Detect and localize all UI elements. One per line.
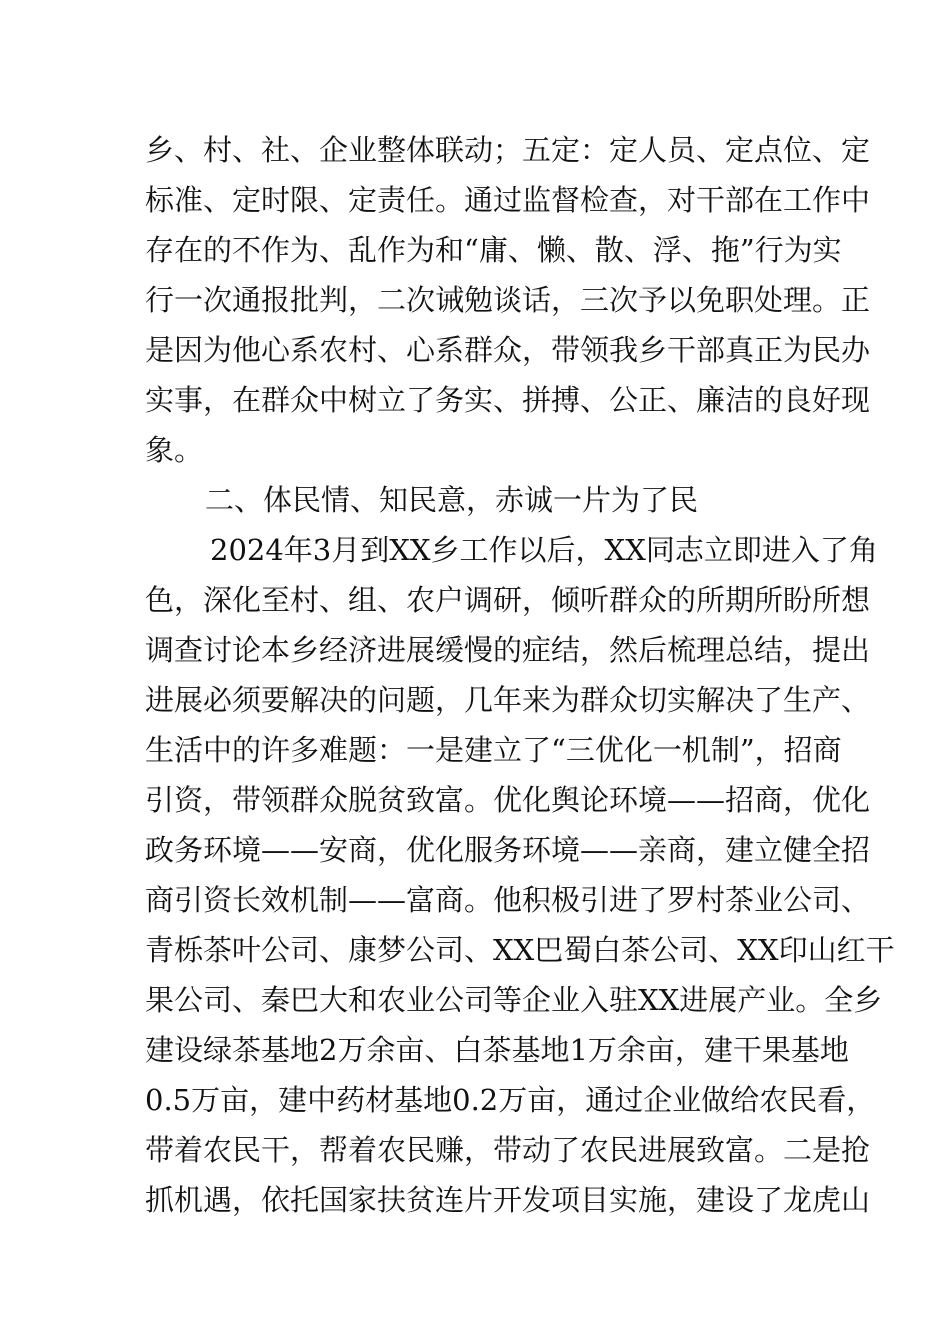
text-line: 调查讨论本乡经济进展缓慢的症结，然后梳理总结，提出 — [145, 633, 871, 667]
text-line: 乡、村、社、企业整体联动；五定：定人员、定点位、定 — [145, 133, 871, 167]
text-line: 色，深化至村、组、农户调研，倾听群众的所期所盼所想 — [145, 583, 871, 617]
paragraph-first-line: 2024年3月到XX乡工作以后，XX同志立即进入了角 — [210, 533, 878, 567]
text-line: 标准、定时限、定责任。通过监督检查，对干部在工作中 — [145, 183, 871, 217]
text-line: 进展必须要解决的问题，几年来为群众切实解决了生产、 — [145, 683, 871, 717]
text-line: 生活中的许多难题：一是建立了“三优化一机制”，招商 — [145, 733, 842, 767]
text-line: 行一次通报批判，二次诫勉谈话，三次予以免职处理。正 — [145, 283, 871, 317]
text-line: 果公司、秦巴大和农业公司等企业入驻XX进展产业。全乡 — [145, 983, 883, 1017]
text-line: 青栎茶叶公司、康梦公司、XX巴蜀白茶公司、XX印山红干 — [145, 933, 895, 967]
text-line: 0.5万亩，建中药材基地0.2万亩，通过企业做给农民看， — [145, 1083, 876, 1117]
text-line: 存在的不作为、乱作为和“庸、懒、散、浮、拖”行为实 — [145, 233, 842, 267]
text-line: 政务环境——安商，优化服务环境——亲商，建立健全招 — [145, 833, 871, 867]
text-line: 实事，在群众中树立了务实、拼搏、公正、廉洁的良好现 — [145, 383, 871, 417]
text-line: 带着农民干，帮着农民赚，带动了农民进展致富。二是抢 — [145, 1133, 871, 1167]
section-heading: 二、体民情、知民意，赤诚一片为了民 — [205, 483, 699, 517]
text-line: 建设绿茶基地2万余亩、白茶基地1万余亩，建干果基地 — [145, 1033, 849, 1067]
text-line: 引资，带领群众脱贫致富。优化舆论环境——招商，优化 — [145, 783, 871, 817]
text-line: 抓机遇，依托国家扶贫连片开发项目实施，建设了龙虎山 — [145, 1183, 871, 1217]
text-line: 象。 — [145, 433, 204, 467]
text-line: 商引资长效机制——富商。他积极引进了罗村茶业公司、 — [145, 883, 871, 917]
text-line: 是因为他心系农村、心系群众，带领我乡干部真正为民办 — [145, 333, 871, 367]
